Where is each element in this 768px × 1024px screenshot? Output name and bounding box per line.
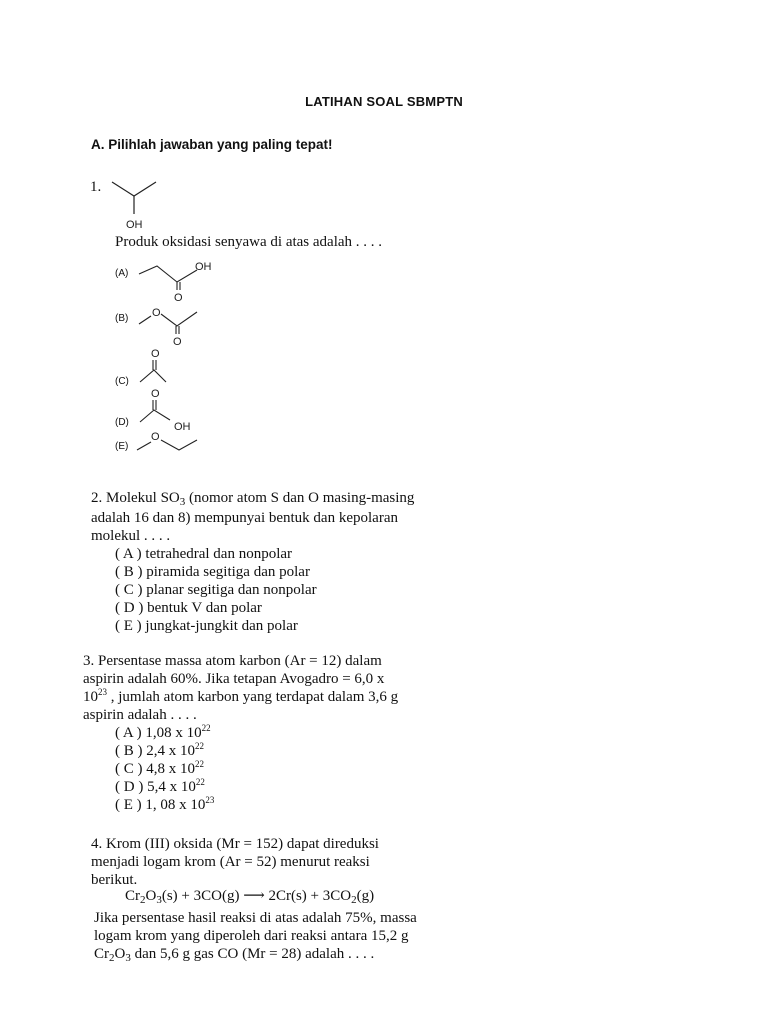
q4-line-3: berikut. xyxy=(91,872,138,888)
q3-line-1: 3. Persentase massa atom karbon (Ar = 12) dalam xyxy=(83,653,382,669)
q4-line-1: 4. Krom (III) oksida (Mr = 152) dapat direduksi xyxy=(91,836,379,852)
q1-option-b-o2: O xyxy=(173,336,182,348)
q3-option-c: ( C ) 4,8 x $10^{22}$ xyxy=(115,759,204,777)
q3-option-e: ( E ) 1, 08 x $10^{23}$ xyxy=(115,795,215,813)
q1-option-c-o: O xyxy=(151,348,160,360)
q1-option-a-structure xyxy=(135,258,225,303)
q4-equation: $Cr_2O_3(s) + 3CO(g)$ ⟶ $2Cr(s) + 3CO_2(g)$ xyxy=(125,888,375,906)
q2-option-b: ( B ) piramida segitiga dan polar xyxy=(115,564,310,580)
q1-option-b-label: (B) xyxy=(115,313,129,324)
q2-option-a: ( A ) tetrahedral dan nonpolar xyxy=(115,546,293,562)
section-heading: A. Pilihlah jawaban yang paling tepat! xyxy=(91,137,333,152)
q3-line-4: aspirin adalah . . . . xyxy=(83,707,197,723)
q1-structure-isopropanol xyxy=(110,178,170,233)
q4-line-2: menjadi logam krom (Ar = 52) menurut reaksi xyxy=(91,854,370,870)
q4-line-6: logam krom yang diperoleh dari reaksi antara 15,2 g xyxy=(94,928,409,944)
q1-option-a-o: O xyxy=(174,292,183,304)
q1-option-e-o: O xyxy=(151,431,160,443)
q1-option-c-label: (C) xyxy=(115,376,129,387)
q1-option-e-structure xyxy=(135,428,225,458)
q3-option-d: ( D ) 5,4 x $10^{22}$ xyxy=(115,777,205,795)
q4-line-5: Jika persentase hasil reaksi di atas adalah 75%, massa xyxy=(94,910,417,926)
page-title: LATIHAN SOAL SBMPTN xyxy=(305,94,463,109)
q2-option-e: ( E ) jungkat-jungkit dan polar xyxy=(115,618,298,634)
q1-prompt: Produk oksidasi senyawa di atas adalah . . . . xyxy=(115,234,383,250)
q3-line-3: $10^{23}$ , jumlah atom karbon yang terdapat dalam 3,6 g xyxy=(83,687,399,705)
q2-line-2: adalah 16 dan 8) mempunyai bentuk dan kepolaran xyxy=(91,510,398,526)
q3-option-b: ( B ) 2,4 x $10^{22}$ xyxy=(115,741,204,759)
q2-option-d: ( D ) bentuk V dan polar xyxy=(115,600,262,616)
q1-option-a-label: (A) xyxy=(115,268,129,279)
q3-option-a: ( A ) 1,08 x $10^{22}$ xyxy=(115,723,211,741)
q1-oh-label: OH xyxy=(126,219,143,231)
q1-number: 1. xyxy=(90,179,102,195)
q1-option-b-structure xyxy=(135,302,225,347)
q1-option-a-oh: OH xyxy=(195,261,212,273)
q1-option-d-structure xyxy=(138,388,218,433)
q1-option-d-oh: OH xyxy=(174,421,191,433)
q1-option-d-label: (D) xyxy=(115,417,129,428)
q1-option-b-o1: O xyxy=(152,307,161,319)
q2-line-1: 2. Molekul $SO_3$ (nomor atom S dan O masing-masing xyxy=(91,490,415,508)
q2-line-3: molekul . . . . xyxy=(91,528,171,544)
q2-option-c: ( C ) planar segitiga dan nonpolar xyxy=(115,582,317,598)
q4-line-7: $Cr_2O_3$ dan 5,6 g gas CO (Mr = 28) adalah . . . . xyxy=(94,946,375,964)
q1-option-d-o: O xyxy=(151,388,160,400)
q1-option-e-label: (E) xyxy=(115,441,129,452)
q1-option-c-structure xyxy=(138,348,188,388)
q3-line-2: aspirin adalah 60%. Jika tetapan Avogadro = 6,0 x xyxy=(83,671,385,687)
